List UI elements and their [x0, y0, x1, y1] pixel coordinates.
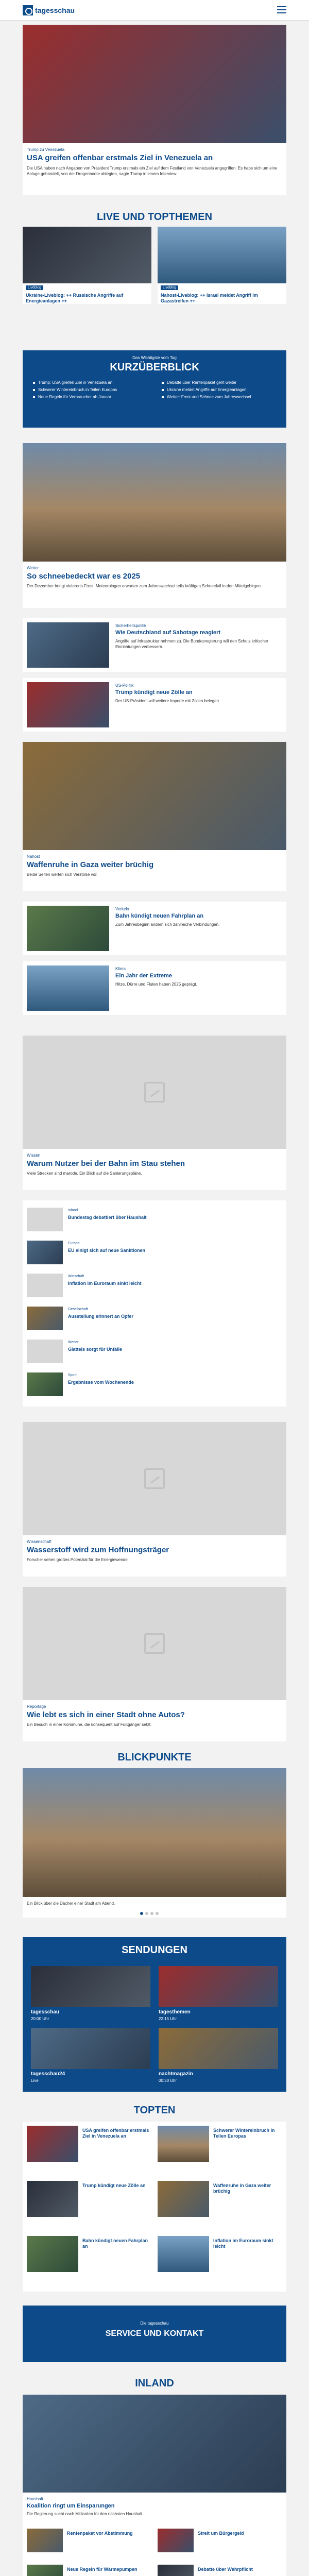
top-item[interactable]	[158, 2236, 282, 2287]
inland-item[interactable]	[158, 2529, 282, 2560]
inland-lead[interactable]	[27, 2497, 282, 2517]
show-time: 22:15 Uhr	[159, 2016, 177, 2021]
article-row-5[interactable]	[23, 902, 286, 955]
show-name: tagesschau24	[31, 2071, 65, 2077]
hero-teaser: Die USA haben nach Angaben von Präsident Trump erstmals ein Ziel auf dem Festland von Venezuela angegriffen. Es habe sich um eine Anlage gehandelt, von der Drogenboote ablegten, sagte Trump in einem Interview.	[27, 166, 278, 176]
list-thumb	[27, 1241, 63, 1264]
inland-teaser: Die Regierung sucht nach Milliarden für den nächsten Haushalt.	[27, 2512, 144, 2517]
top-thumb	[27, 2181, 78, 2217]
feature-teaser: Ein Besuch in einer Kommune, die konsequent auf Fußgänger setzt.	[27, 1722, 152, 1727]
inland-item-title[interactable]: Neue Regeln für Wärmepumpen	[67, 2567, 138, 2572]
list-thumb	[27, 2529, 63, 2552]
video-topline: Wissen	[27, 1153, 41, 1158]
show-card[interactable]	[31, 2028, 150, 2084]
live-title: LIVE UND TOPTHEMEN	[96, 211, 213, 223]
article-image-5	[27, 906, 109, 951]
hero-topline: Trump zu Venezuela	[27, 147, 65, 152]
live-image-2	[158, 227, 286, 283]
briefing-sub: Das Wichtigste vom Tag	[132, 355, 177, 360]
list-thumb	[27, 1208, 63, 1231]
header	[0, 0, 309, 21]
inland-title: INLAND	[135, 2378, 174, 2389]
inland-lead-image	[23, 2395, 286, 2493]
top-item[interactable]	[158, 2126, 282, 2177]
list-title[interactable]: Glatteis sorgt für Unfälle	[68, 1347, 123, 1352]
list-thumb	[27, 1372, 63, 1396]
top-thumb	[27, 2236, 78, 2272]
top-title-text[interactable]: Inflation im Euroraum sinkt leicht	[213, 2238, 273, 2249]
article-teaser: Der Dezember bringt vielerorts Frost. Meteorologen erwarten zum Jahreswechsel teils kräftigen Schneefall in den Mittelgebirgen.	[27, 584, 262, 588]
article-teaser: Hitze, Dürre und Fluten haben 2025 geprägt.	[115, 982, 197, 987]
show-time: 20:00 Uhr	[31, 2016, 49, 2021]
article-headline[interactable]: Ein Jahr der Extreme	[115, 973, 173, 979]
article-row-3[interactable]	[23, 678, 286, 732]
briefing-box	[23, 350, 286, 428]
list-item[interactable]	[27, 1270, 282, 1300]
inland-item[interactable]	[27, 2529, 151, 2560]
briefing-item[interactable]: Neue Regeln für Verbraucher ab Januar	[33, 395, 151, 399]
article-teaser: Angriffe auf Infrastruktur nehmen zu. Die Bundesregierung will den Schutz kritischer Einrichtungen verbessern.	[115, 639, 268, 649]
article-row-6[interactable]	[23, 961, 286, 1015]
show-card[interactable]	[159, 1966, 278, 2023]
feature-headline[interactable]: Wasserstoff wird zum Hoffnungsträger	[27, 1546, 169, 1554]
inland-item-title[interactable]: Debatte über Wehrpflicht	[198, 2567, 253, 2572]
top-thumb	[158, 2236, 209, 2272]
list-topline: Sport	[68, 1374, 77, 1377]
top-title: TOPTEN	[133, 2105, 176, 2116]
feature-card-3[interactable]	[23, 1587, 286, 1741]
list-thumb	[158, 2529, 194, 2552]
article-topline: Klima	[115, 967, 126, 971]
show-image	[31, 2028, 150, 2069]
video-card[interactable]	[23, 1036, 286, 1190]
top-title-text[interactable]: Schwerer Wintereinbruch in Teilen Europas	[213, 2128, 275, 2139]
hero-image	[23, 25, 286, 143]
inland-headline[interactable]: Koalition ringt um Einsparungen	[27, 2503, 115, 2509]
top-thumb	[158, 2181, 209, 2217]
top-item[interactable]	[27, 2126, 151, 2177]
logo-text: tagesschau	[35, 6, 75, 14]
article-teaser: Zum Jahresbeginn ändern sich zahlreiche Verbindungen.	[115, 922, 220, 927]
pictures-title: BLICKPUNKTE	[117, 1752, 192, 1763]
promo-title: SERVICE UND KONTAKT	[105, 2329, 204, 2338]
menu-icon[interactable]	[277, 6, 286, 13]
inland-item[interactable]	[27, 2565, 151, 2576]
article-teaser: Beide Seiten werfen sich Verstöße vor.	[27, 872, 98, 877]
pictures-image	[23, 1768, 286, 1897]
inland-topline: Haushalt	[27, 2497, 43, 2501]
image-placeholder-icon	[144, 1082, 165, 1103]
show-name: tagesschau	[31, 2009, 60, 2015]
feature-image-2	[23, 1422, 286, 1535]
inland-item[interactable]	[158, 2565, 282, 2576]
briefing-item[interactable]: Schwerer Wintereinbruch in Teilen Europas	[33, 387, 151, 392]
show-card[interactable]	[31, 1966, 150, 2023]
list-thumb	[158, 2565, 194, 2576]
article-headline[interactable]: Wie Deutschland auf Sabotage reagiert	[115, 630, 221, 636]
pictures-card[interactable]	[23, 1768, 286, 1918]
live-label-2: Liveblog	[161, 285, 178, 290]
article-card-4[interactable]	[23, 742, 286, 891]
briefing-item[interactable]: Debatte über Rentenpaket geht weiter	[162, 380, 280, 385]
image-placeholder-icon	[144, 1468, 165, 1489]
top-item[interactable]	[27, 2236, 151, 2287]
show-image	[159, 2028, 278, 2069]
list-thumb	[27, 1340, 63, 1363]
show-time: Live	[31, 2078, 39, 2083]
live-image-1	[23, 227, 151, 283]
article-image-2	[27, 622, 109, 668]
live-title-2[interactable]: Nahost-Liveblog: ++ Israel meldet Angriff im Gazastreifen ++	[161, 293, 258, 303]
article-headline[interactable]: Waffenruhe in Gaza weiter brüchig	[27, 860, 154, 869]
logo-mark-icon	[23, 5, 33, 15]
live-card-1[interactable]	[23, 227, 151, 304]
image-placeholder-icon	[144, 1633, 165, 1654]
show-image	[31, 1966, 150, 2007]
list-topline: Wetter	[68, 1341, 79, 1344]
list-title[interactable]: Inflation im Euroraum sinkt leicht	[68, 1281, 142, 1286]
briefing-item[interactable]: Wetter: Frost und Schnee zum Jahreswechsel	[162, 395, 280, 399]
list-item[interactable]	[27, 1205, 282, 1234]
shows-title: SENDUNGEN	[122, 1944, 187, 1956]
list-item[interactable]	[27, 1336, 282, 1366]
top-list	[23, 2122, 286, 2292]
inland-box	[23, 2395, 286, 2576]
article-topline: Verkehr	[115, 907, 130, 911]
show-card[interactable]	[159, 2028, 278, 2084]
top-title-text[interactable]: Waffenruhe in Gaza weiter brüchig	[213, 2183, 271, 2194]
top-title-text[interactable]: Trump kündigt neue Zölle an	[82, 2183, 146, 2188]
article-topline: Nahost	[27, 854, 40, 859]
list-title[interactable]: Bundestag debattiert über Haushalt	[68, 1215, 147, 1220]
article-image-1	[23, 443, 286, 562]
article-image-4	[23, 742, 286, 850]
show-name: tagesthemen	[159, 2009, 191, 2015]
live-card-2[interactable]	[158, 227, 286, 304]
shows-box	[23, 1937, 286, 2092]
show-name: nachtmagazin	[159, 2071, 193, 2077]
feature-image-3	[23, 1587, 286, 1700]
feature-headline[interactable]: Wie lebt es sich in einer Stadt ohne Autos?	[27, 1710, 185, 1719]
video-teaser: Viele Strecken sind marode. Ein Blick auf die Sanierungspläne.	[27, 1171, 142, 1176]
logo[interactable]	[23, 5, 75, 15]
inland-item-title[interactable]: Streit um Bürgergeld	[198, 2531, 244, 2536]
video-headline[interactable]: Warum Nutzer bei der Bahn im Stau stehen	[27, 1159, 185, 1168]
list-title[interactable]: EU einigt sich auf neue Sanktionen	[68, 1248, 146, 1253]
list-title[interactable]: Ausstellung erinnert an Opfer	[68, 1314, 134, 1319]
hero-headline[interactable]: USA greifen offenbar erstmals Ziel in Venezuela an	[27, 154, 213, 162]
article-topline: Wetter	[27, 566, 39, 570]
briefing-item[interactable]: Trump: USA greifen Ziel in Venezuela an	[33, 380, 151, 385]
feature-topline: Wissenschaft	[27, 1539, 52, 1544]
list-item[interactable]	[27, 1369, 282, 1399]
article-teaser: Der US-Präsident will weitere Importe mit Zöllen belegen.	[115, 699, 220, 704]
more-news-list	[23, 1200, 286, 1406]
promo-box[interactable]	[23, 2306, 286, 2362]
article-topline: Sicherheitspolitik	[115, 623, 147, 628]
list-item[interactable]	[27, 1238, 282, 1267]
list-topline: Gesellschaft	[68, 1308, 88, 1311]
top-thumb	[27, 2126, 78, 2162]
article-card-1[interactable]	[23, 443, 286, 608]
list-topline: Inland	[68, 1209, 78, 1212]
top-title-text[interactable]: Bahn kündigt neuen Fahrplan an	[82, 2238, 148, 2249]
top-item[interactable]	[27, 2181, 151, 2232]
article-image-6	[27, 965, 109, 1011]
list-thumb	[27, 1307, 63, 1330]
article-topline: US-Politik	[115, 683, 134, 688]
list-topline: Europa	[68, 1242, 80, 1245]
article-image-3	[27, 682, 109, 727]
feature-topline: Reportage	[27, 1704, 46, 1709]
live-title-1[interactable]: Ukraine-Liveblog: ++ Russische Angriffe auf Energieanlagen ++	[26, 293, 124, 303]
show-time: 00:30 Uhr	[159, 2078, 177, 2083]
list-title[interactable]: Ergebnisse vom Wochenende	[68, 1380, 134, 1385]
article-headline[interactable]: Bahn kündigt neuen Fahrplan an	[115, 913, 204, 919]
promo-sub: Die tagesschau	[140, 2321, 169, 2326]
feature-card-2[interactable]	[23, 1422, 286, 1577]
pictures-caption: Ein Blick über die Dächer einer Stadt am Abend.	[27, 1901, 115, 1906]
briefing-title: KURZÜBERBLICK	[110, 362, 199, 373]
live-label-1: Liveblog	[26, 285, 43, 290]
show-image	[159, 1966, 278, 2007]
article-row-2[interactable]	[23, 618, 286, 672]
inland-item-title[interactable]: Rentenpaket vor Abstimmung	[67, 2531, 133, 2536]
list-thumb	[27, 1274, 63, 1297]
top-title-text[interactable]: USA greifen offenbar erstmals Ziel in Venezuela an	[82, 2128, 149, 2139]
list-thumb	[27, 2565, 63, 2576]
list-item[interactable]	[27, 1303, 282, 1333]
article-headline[interactable]: Trump kündigt neue Zölle an	[115, 689, 193, 696]
article-headline[interactable]: So schneebedeckt war es 2025	[27, 572, 141, 581]
top-item[interactable]	[158, 2181, 282, 2232]
top-thumb	[158, 2126, 209, 2162]
list-topline: Wirtschaft	[68, 1275, 84, 1278]
briefing-item[interactable]: Ukraine meldet Angriffe auf Energieanlagen	[162, 387, 280, 392]
video-image	[23, 1036, 286, 1149]
hero-card[interactable]	[23, 25, 286, 195]
feature-teaser: Forscher sehen großes Potenzial für die Energiewende.	[27, 1557, 129, 1562]
pictures-pagination[interactable]	[139, 1910, 160, 1917]
